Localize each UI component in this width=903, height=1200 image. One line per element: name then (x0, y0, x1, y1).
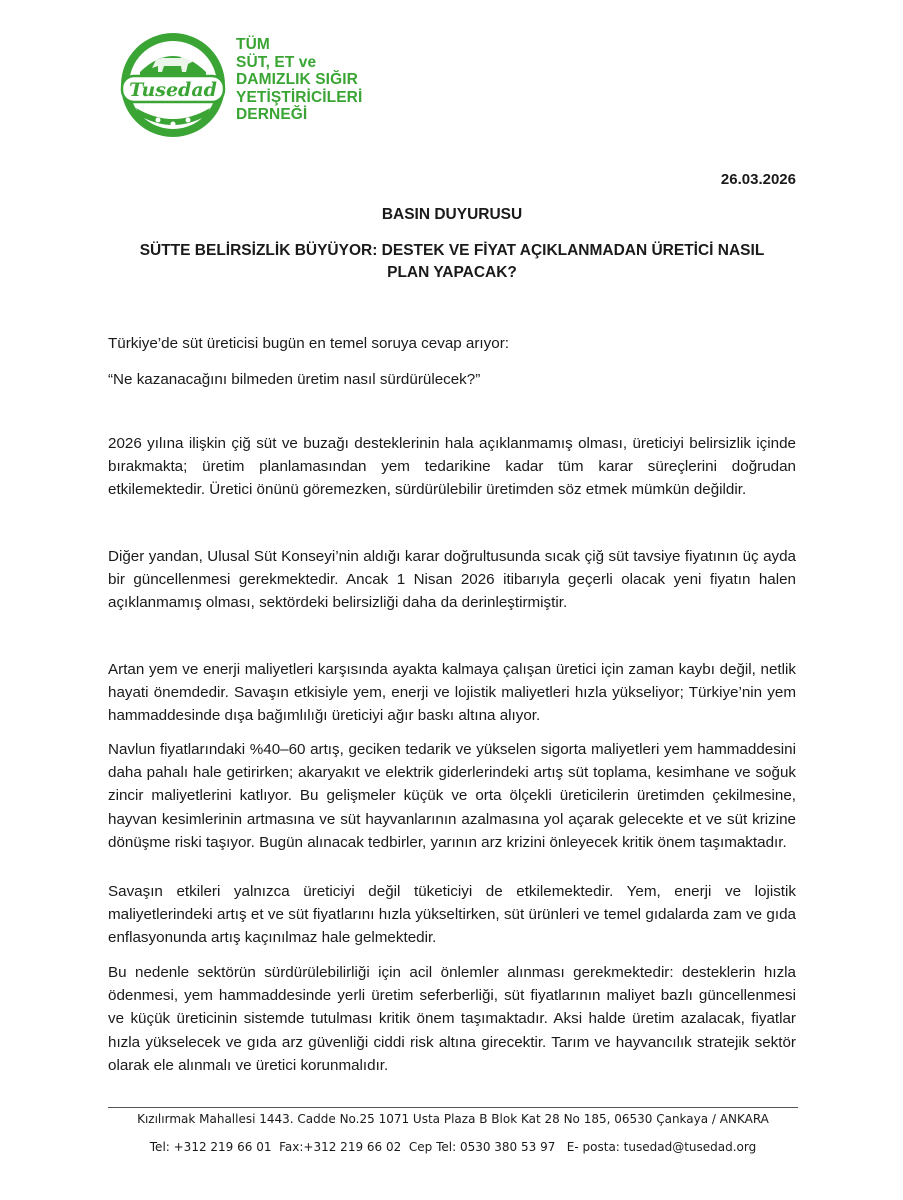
paragraph-question: “Ne kazanacağını bilmeden üretim nasıl sürdürülecek?” (108, 371, 481, 388)
footer-divider (108, 1107, 798, 1108)
paragraph-support: 2026 yılına ilişkin çiğ süt ve buzağı desteklerinin hala açıklanmamış olması, üreticiyi belirsizlik içinde bırakmakta; üretim planlamasından yem tedarikine kadar tüm karar süreçlerini doğrudan etkilemektedir. Üretici önünü göremezken, sürdürülebilir üretimden söz etmek mümkün değildir. (108, 435, 796, 499)
paragraph-intro: Türkiye’de süt üreticisi bugün en temel soruya cevap arıyor: (108, 335, 509, 352)
org-line: DAMIZLIK SIĞIR (236, 71, 358, 89)
title-line: SÜTTE BELİRSİZLİK BÜYÜYOR: DESTEK VE FİYAT AÇIKLANMADAN ÜRETİCİ NASIL (139, 242, 765, 259)
paragraph-freight: Navlun fiyatlarındaki %40–60 artış, geciken tedarik ve yükselen sigorta maliyetleri yem hammaddesini daha pahalı hale getirirken; akaryakıt ve elektrik giderlerindeki artış süt toplama, kesimhane ve soğuk zincir maliyetlerini katlıyor. Bu gelişmeler küçük ve orta ölçekli üreticilerin üretimden çekilmesine, hayvan kesimlerinin artmasına ve süt hayvanlarının azalmasına yol açarak gelecekte et ve süt krizine dönüşme riski taşıyor. Bugün alınacak tedbirler, yarının arz krizini önleyecek kritik önem taşımaktadır. (108, 741, 796, 851)
footer-address: Kızılırmak Mahallesi 1443. Cadde No.25 1071 Usta Plaza B Blok Kat 28 No 185, 06530 Çankaya / ANKARA (137, 1112, 769, 1126)
document-title (108, 240, 796, 284)
org-line: DERNEĞİ (236, 106, 308, 124)
tusedad-logo (118, 30, 228, 140)
paragraph-measures: Bu nedenle sektörün sürdürülebilirliği için acil önlemler alınması gerekmektedir: desteklerin hızla ödenmesi, yem hammaddesinde yerli üretim seferberliği, süt fiyatlarının maliyet bazlı güncellenmesi ve küçük üreticinin sistemde tutulması kritik önem taşımaktadır. Aksi halde üretim azalacak, fiyatlar hızla yükselecek ve gıda arz güvenliği ciddi risk altına girecektir. Tarım ve hayvancılık stratejik sektör olarak ele alınmalı ve üretici korunmalıdır. (108, 964, 796, 1074)
organization-name (236, 36, 362, 124)
org-line: TÜM (236, 36, 270, 53)
logo-wordmark: Tusedad (129, 79, 217, 101)
paragraph-costs: Artan yem ve enerji maliyetleri karşısında ayakta kalmaya çalışan üretici için zaman kaybı değil, netlik hayati önemdedir. Savaşın etkisiyle yem, enerji ve lojistik maliyetleri hızla yükseliyor; Türkiye’nin yem hammaddesinde dışa bağımlılığı üreticiyi ağır baskı altına alıyor. (108, 661, 796, 725)
paragraph-price: Diğer yandan, Ulusal Süt Konseyi’nin aldığı karar doğrultusunda sıcak çiğ süt tavsiye fiyatının üç ayda bir güncellenmesi gerekmektedir. Ancak 1 Nisan 2026 itibarıyla geçerli olacak yeni fiyatın halen açıklanmamış olması, sektördeki belirsizliği daha da derinleştirmiştir. (108, 548, 796, 612)
document-label: BASIN DUYURUSU (381, 206, 523, 223)
org-line: YETİŞTİRİCİLERİ (236, 88, 363, 106)
title-line: PLAN YAPACAK? (387, 264, 517, 281)
paragraph-consumer: Savaşın etkileri yalnızca üreticiyi değil tüketiciyi de etkilemektedir. Yem, enerji ve lojistik maliyetlerindeki artış et ve süt fiyatlarını hızla yükseltirken, süt ürünleri ve temel gıdalarda zam ve gıda enflasyonunda artış kaçınılmaz hale gelmektedir. (108, 883, 796, 947)
org-line: SÜT, ET ve (236, 53, 317, 71)
footer-contact: Tel: +312 219 66 01 Fax:+312 219 66 02 Cep Tel: 0530 380 53 97 E- posta: tusedad@tusedad.org (149, 1140, 757, 1154)
document-date: 26.03.2026 (720, 171, 796, 188)
